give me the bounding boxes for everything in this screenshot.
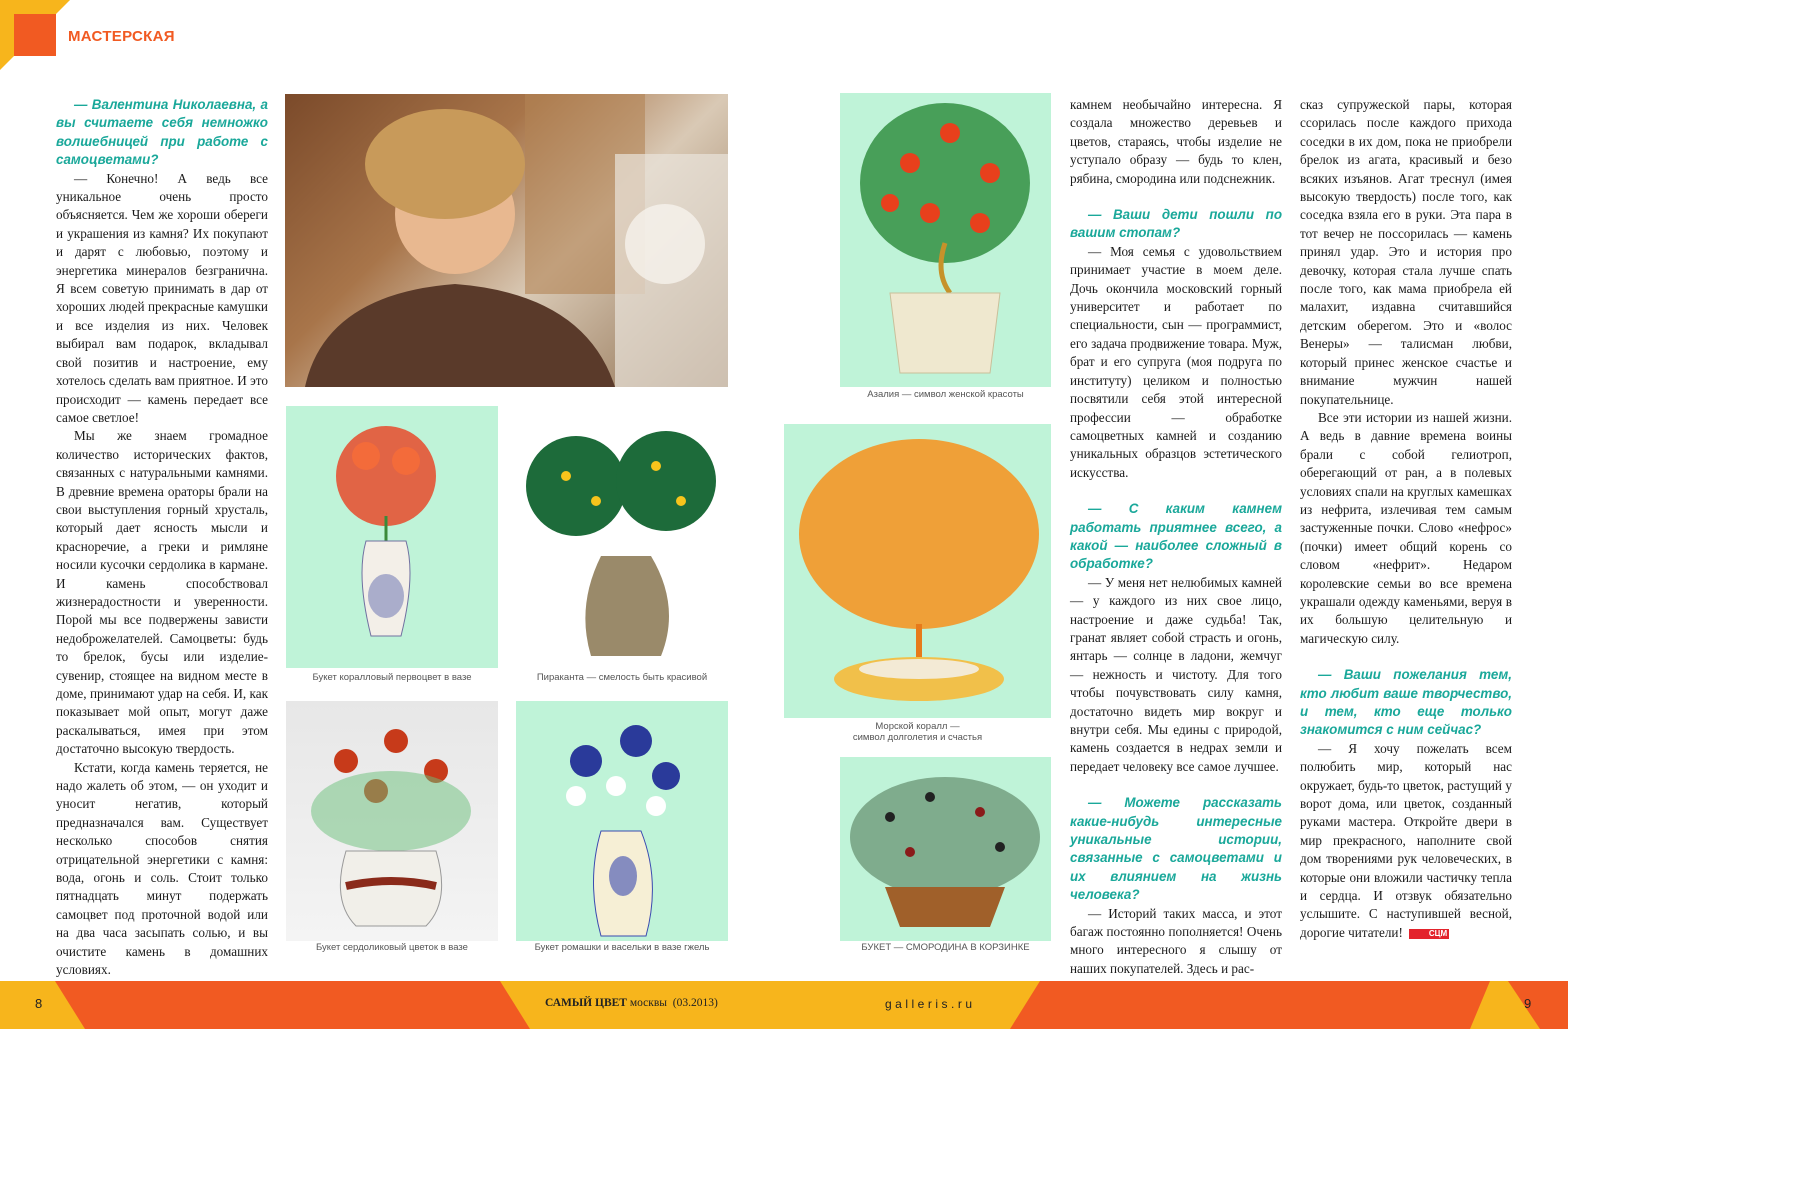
paragraph-2: Мы же знаем громадное количество исторических фактов, связанных с натуральными камнями. В древние времена ораторы брали на свои выступления горный хрусталь, который дает ясность мысли и красноречие, а греки и римляне носили кусочки сердолика в кармане. И камень способствовал жизнерадостности и уверенности. Порой мы все подвержены зависти недоброжелателей. Самоцветы: будь то брелок, бусы или изделие-сувенир, стоящее на видном месте в доме, принимают удар на себя. И, как показывает мой опыт, могут даже раскалываться, имея при этом достаточно высокую твердость. — [56, 428, 268, 757]
magazine-title — [545, 997, 718, 1009]
caption-chamomile-cornflower: Букет ромашки и васельки в вазе гжель — [534, 942, 710, 953]
answer-3: — У меня нет нелюбимых камней — у каждого из них свое лицо, настроение и даже судьба! Так, гранат являет собой страсть и огонь, янтарь — солнце в ладони, жемчуг — нежность и чистоту. Для того чтобы почувствовать силу камня, достаточно видеть мир вокруг и внутри себя. Мы едины с природой, камень создается в недрах земли и передает человеку все самое лучшее. — [1070, 574, 1282, 774]
photo-sea-coral — [784, 424, 1051, 718]
text-column-1 — [56, 96, 268, 998]
photo-pyracantha — [516, 406, 728, 668]
photo-coral-primrose — [286, 406, 498, 668]
paragraph-3: Кстати, когда камень теряется, не надо жалеть об этом, — он уходит и уносит негатив, который предназначался вам. Существует несколько способов снятия отрицательной энергетики с камня: вода, огонь и соль. Стоит только пятнадцать минут подержать самоцвет под проточной водой или на два часа засыпать солью, и вы очистите камень в домашних условиях. — [56, 759, 268, 978]
answer-5-text: — Я хочу пожелать всем полюбить мир, который нас окружает, будь-то цветок, растущий у ворот дома, или цветок, созданный руками мастера. Откройте двери в мир прекрасного, наполните свой дом творениями рук человеческих, в которые они вложили частичку тепла и сердца. И отзвук обязательно услышите. С наступившей весной, дорогие читатели! — [1300, 740, 1512, 940]
magazine-name: САМЫЙ ЦВЕТ — [545, 997, 627, 1009]
page-number-left: 8 — [35, 996, 43, 1011]
page-number-right: 9 — [1524, 996, 1532, 1011]
caption-sea-coral-line-2: символ долголетия и счастья — [852, 732, 983, 743]
answer-2: — Моя семья с удовольствием принимает участие в моем деле. Дочь окончила московский горный университет и работает по специальности, сын — программист, его задача продвижение товара. Муж, брат и его супруга (моя подруга по институту) целиком и полностью посвятили себя этой интересной профессии — обработке самоцветных камней и созданию уникальных образцов эстетического искусства. — [1070, 243, 1282, 480]
answer-4: — Историй таких масса, и этот багаж постоянно пополняется! Очень много интересного я слышу от наших покупателей. Здесь и рас- — [1070, 905, 1282, 976]
photo-azalea — [840, 93, 1051, 387]
photo-chamomile-cornflower — [516, 701, 728, 941]
section-title: МАСТЕРСКАЯ — [68, 28, 175, 45]
caption-currant-basket: БУКЕТ — СМОРОДИНА В КОРЗИНКЕ — [861, 942, 1030, 953]
caption-azalea: Азалия — символ женской красоты — [867, 389, 1024, 400]
header-orange-square — [14, 14, 56, 56]
question-2: — Ваши дети пошли по вашим стопам? — [1070, 207, 1282, 241]
end-mark-logo: СЦМ — [1409, 929, 1449, 939]
caption-coral-primrose: Букет коралловый первоцвет в вазе — [312, 672, 472, 683]
portrait-photo — [285, 94, 728, 387]
text-column-3 — [1070, 96, 1282, 978]
caption-pyracantha: Пираканта — смелость быть красивой — [536, 672, 708, 683]
question-1: — Валентина Николаевна, а вы считаете себя немножко волшебницей при работе с самоцветами? — [56, 97, 268, 168]
column4-paragraph-2: Все эти истории из нашей жизни. А ведь в давние времена воины брали с собой гелиотроп, оберегающий от ран, а в полевых условиях спали на круглых камешках из нефрита, излечивая тем самым застуженные почки. Слово «нефрос» (почки) имеет общий корень со словом «нефрит». Недаром королевские семьи во все времена украшали одежду каменьями, веруя в их большую целительную и магическую силу. — [1300, 409, 1512, 646]
answer-5 — [1300, 740, 1512, 942]
question-3: — С каким камнем работать приятнее всего, а какой — наиболее сложный в обработке? — [1070, 501, 1282, 572]
answer-1: — Конечно! А ведь все уникальное очень просто объясняется. Чем же хороши обереги и украшения из камня? Их покупают и дарят с любовью, поэтому и энергетика минералов безгранична. Я всем советую принимать в дар от хороших людей прекрасные камушки и все изделия из них. Человек выбирал вам подарок, вкладывал свой позитив и настроение, ему хотелось сделать вам приятное. И это происходит — камень передает все самое светлое! — [56, 170, 268, 425]
column4-paragraph-1: сказ супружеской пары, которая ссорилась после каждого прихода соседки в их дом, пока не приобрели брелок из агата, красивый и безо всяких изъянов. Агат треснул (имея высокую твердость) после того, как соседка взяла его в руки. Эта пара в тот вечер не поссорилась — камень принял удар. Это и история про девочку, которая стала лучше спать после того, как мама приобрела ей малахит, издавна считавшийся детским оберегом. Это и «волос Венеры» — талисман любви, который принес женское счастье и внимание мужчин нашей покупательнице. — [1300, 97, 1512, 407]
text-column-4 — [1300, 96, 1512, 942]
caption-sea-coral-line-1: Морской коралл — — [875, 721, 960, 732]
caption-sea-coral — [784, 721, 1051, 743]
footer-bar — [0, 981, 1568, 1029]
column3-paragraph-1: камнем необычайно интересна. Я создала множество деревьев и цветов, стараясь, чтобы изделие не уступало образу — будь то клен, рябина, смородина или подснежник. — [1070, 97, 1282, 186]
photo-carnelian-flower — [286, 701, 498, 941]
magazine-issue: (03.2013) — [672, 997, 718, 1009]
question-5: — Ваши пожелания тем, кто любит ваше творчество, и тем, кто еще только знакомится с ним сейчас? — [1300, 667, 1512, 738]
site-url: galleris.ru — [885, 997, 976, 1011]
caption-carnelian-flower: Букет сердоликовый цветок в вазе — [316, 942, 468, 953]
question-4: — Можете рассказать какие-нибудь интересные уникальные истории, связанные с самоцветами и их влиянием на жизнь человека? — [1070, 795, 1282, 903]
photo-currant-basket — [840, 757, 1051, 941]
magazine-sub: москвы — [629, 997, 668, 1009]
